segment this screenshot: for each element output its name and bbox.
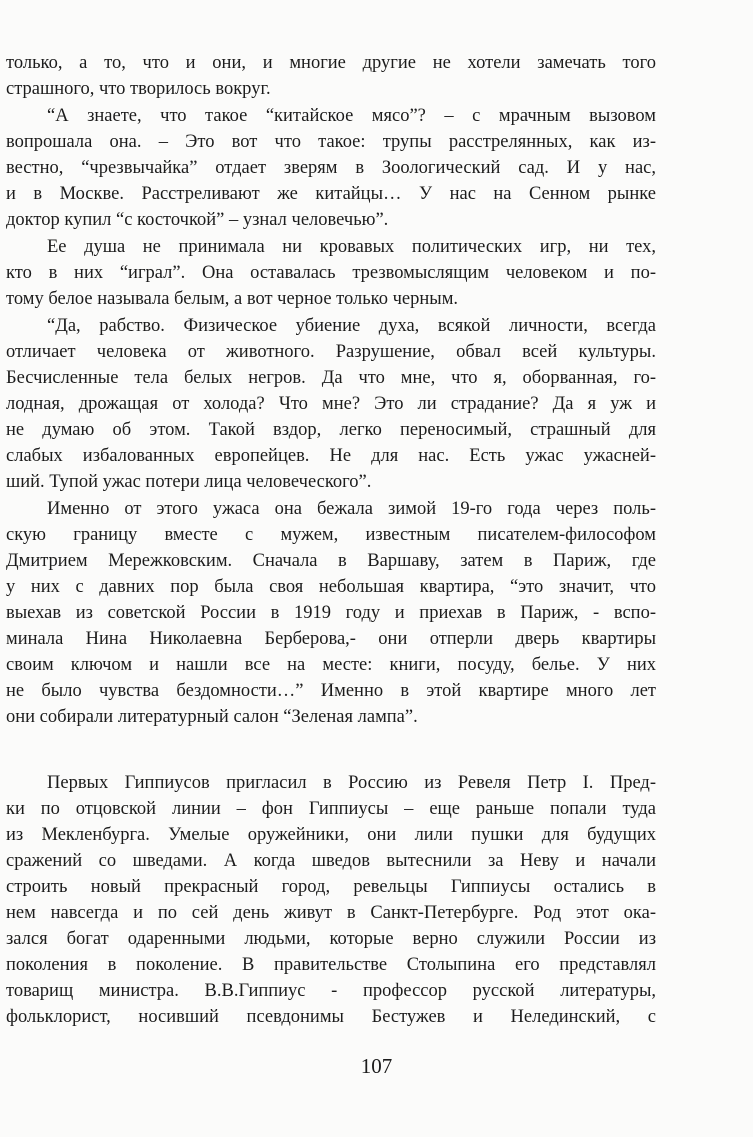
text-line: они собирали литературный салон “Зеленая лампа”. — [6, 707, 418, 727]
text-line: доктор купил “с косточкой” – узнал человечью”. — [6, 210, 389, 230]
text-line: у них с давних пор была своя небольшая квартира, “это значит, что — [6, 577, 656, 597]
text-line: страшного, что творилось вокруг. — [6, 79, 271, 99]
text-line: фольклорист, носивший псевдонимы Бестужев и Нелединский, с — [6, 1007, 656, 1027]
text-line: только, а то, что и они, и многие другие не хотели замечать того — [6, 53, 656, 73]
text-line: ки по отцовской линии – фон Гиппиусы – еще раньше попали туда — [6, 799, 656, 819]
text-line: нем навсегда и по сей день живут в Санкт-Петербурге. Род этот ока- — [6, 903, 656, 923]
text-line: скую границу вместе с мужем, известным писателем-философом — [6, 525, 656, 545]
text-line: слабых избалованных европейцев. Не для нас. Есть ужас ужасней- — [6, 446, 656, 466]
text-line: своим ключом и нашли все на месте: книги, посуду, белье. У них — [6, 655, 656, 675]
text-line: не думаю об этом. Такой вздор, легко переносимый, страшный для — [6, 420, 656, 440]
text-line: Первых Гиппиусов пригласил в Россию из Ревеля Петр I. Пред- — [47, 773, 656, 793]
text-line: поколения в поколение. В правительстве Столыпина его представлял — [6, 955, 656, 975]
text-line: “А знаете, что такое “китайское мясо”? – с мрачным вызовом — [47, 106, 656, 126]
text-line: не было чувства бездомности…” Именно в этой квартире много лет — [6, 681, 656, 701]
text-line: минала Нина Николаевна Берберова,- они отперли дверь квартиры — [6, 629, 656, 649]
text-line: выехав из советской России в 1919 году и приехав в Париж, - вспо- — [6, 603, 656, 623]
text-line: из Мекленбурга. Умелые оружейники, они лили пушки для будущих — [6, 825, 656, 845]
text-line: вопрошала она. – Это вот что такое: трупы расстрелянных, как из- — [6, 132, 656, 152]
text-line: ший. Тупой ужас потери лица человеческого”. — [6, 472, 372, 492]
text-line: лодная, дрожащая от холода? Что мне? Это ли страдание? Да я уж и — [6, 394, 656, 414]
text-line: “Да, рабство. Физическое убиение духа, всякой личности, всегда — [47, 316, 656, 336]
text-line: строить новый прекрасный город, ревельцы Гиппиусы остались в — [6, 877, 656, 897]
text-line: вестно, “чрезвычайка” отдает зверям в Зоологический сад. И у нас, — [6, 158, 656, 178]
text-line: и в Москве. Расстреливают же китайцы… У нас на Сенном рынке — [6, 184, 656, 204]
text-line: тому белое называла белым, а вот черное только черным. — [6, 289, 459, 309]
text-line: Дмитрием Мережковским. Сначала в Варшаву, затем в Париж, где — [6, 551, 656, 571]
text-line: сражений со шведами. А когда шведов вытеснили за Неву и начали — [6, 851, 656, 871]
text-line: Именно от этого ужаса она бежала зимой 19-го года через поль- — [47, 499, 656, 519]
text-line: отличает человека от животного. Разрушение, обвал всей культуры. — [6, 342, 656, 362]
text-line: зался богат одаренными людьми, которые верно служили России из — [6, 929, 656, 949]
page-number: 107 — [360, 1054, 393, 1078]
text-line: товарищ министра. В.В.Гиппиус - профессор русской литературы, — [6, 981, 656, 1001]
text-line: кто в них “играл”. Она оставалась трезвомыслящим человеком и по- — [6, 263, 656, 283]
text-line: Бесчисленные тела белых негров. Да что мне, что я, оборванная, го- — [6, 368, 656, 388]
text-line: Ее душа не принимала ни кровавых политических игр, ни тех, — [47, 237, 656, 257]
